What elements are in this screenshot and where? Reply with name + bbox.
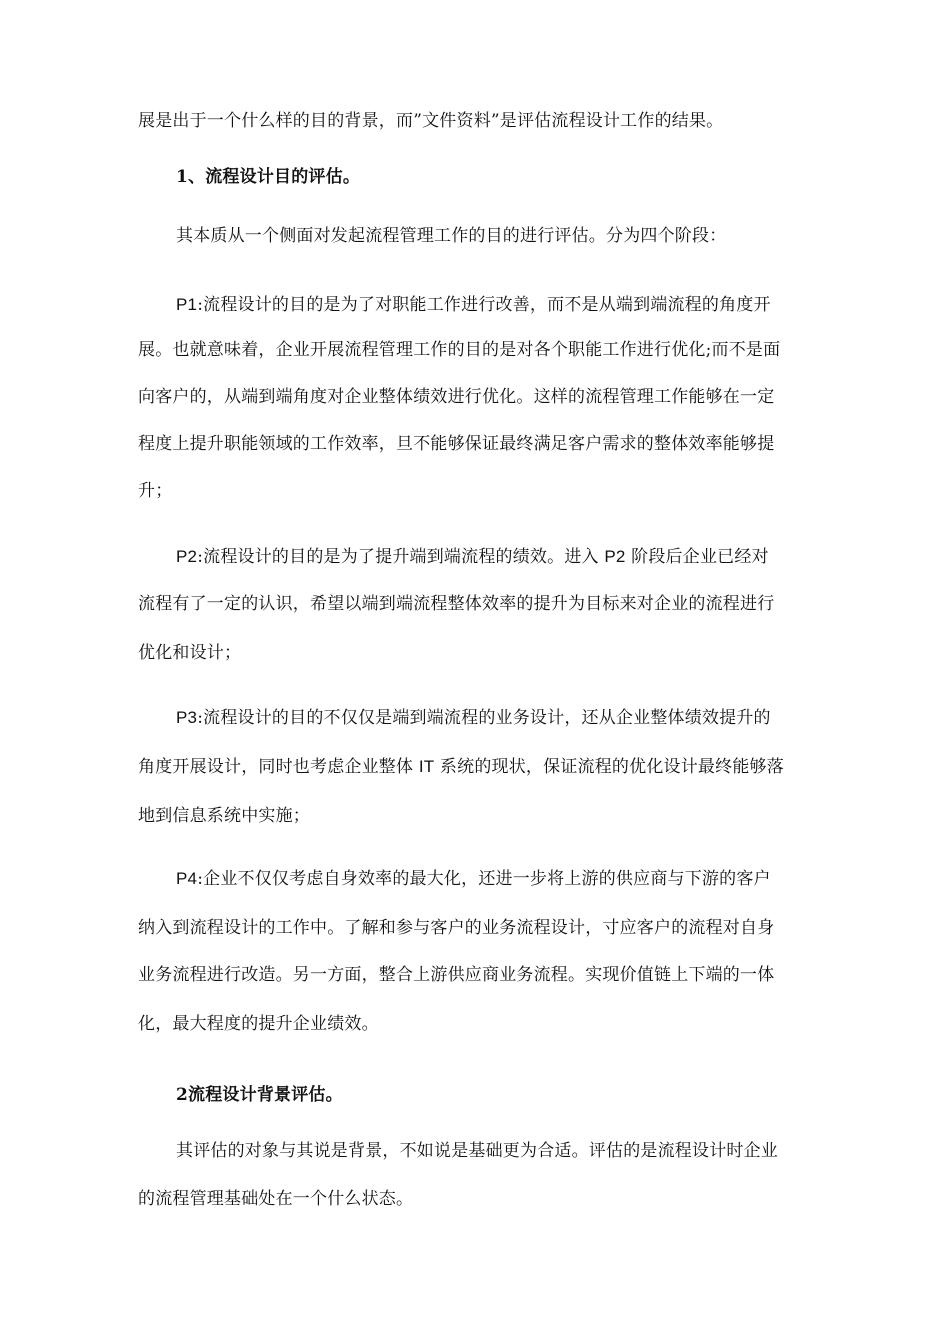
p3-inline-code: IT: [418, 757, 435, 776]
p1-line-5: 升；: [138, 481, 173, 501]
p2-line-3: 优化和设计；: [138, 643, 242, 663]
section2-line-1: 其评估的对象与其说是背景，不如说是基础更为合适。评估的是流程设计时企业: [176, 1141, 778, 1161]
p2-text-1a: :流程设计的目的是为了提升端到端流程的绩效。进入: [197, 547, 605, 567]
p3-line-1: [176, 703, 771, 728]
p3-text-2a: 角度开展设计，同时也考虑企业整体: [138, 757, 419, 777]
p1-line-1: [176, 290, 771, 315]
p3-label: P3: [176, 708, 198, 727]
p4-line-4: 化，最大程度的提升企业绩效。: [138, 1014, 379, 1034]
p3-text-1: :流程设计的目的不仅仅是端到端流程的业务设计，还从企业整体绩效提升的: [197, 708, 771, 728]
p2-line-1: [176, 542, 769, 567]
p2-text-1b: 阶段后企业已经对: [625, 547, 769, 567]
p2-label: P2: [176, 547, 198, 566]
section2-line-2: 的流程管理基础处在一个什么状态。: [138, 1189, 414, 1209]
section1-intro: 其本质从一个侧面对发起流程管理工作的目的进行评估。分为四个阶段：: [176, 226, 727, 246]
p1-text-1: :流程设计的目的是为了对职能工作进行改善，而不是从端到端流程的角度开: [197, 295, 771, 315]
intro-line: 展是出于一个什么样的目的背景，而”文件资料”是评估流程设计工作的结果。: [138, 111, 724, 131]
p3-line-3: 地到信息系统中实施；: [138, 806, 310, 826]
p4-line-2: 纳入到流程设计的工作中。了解和参与客户的业务流程设计，寸应客户的流程对自身: [138, 918, 775, 938]
p3-line-2: [138, 752, 784, 777]
section1-heading: 1、流程设计目的评估。: [176, 167, 361, 187]
section2-heading: 2流程设计背景评估。: [176, 1085, 343, 1105]
p2-line-2: 流程有了一定的认识，希望以端到端流程整体效率的提升为目标来对企业的流程进行: [138, 594, 775, 614]
p1-line-4: 程度上提升职能领域的工作效率，旦不能够保证最终满足客户需求的整体效率能够提: [138, 434, 775, 454]
p2-inline-code: P2: [604, 547, 626, 566]
p4-label: P4: [176, 869, 198, 888]
p4-text-1: :企业不仅仅考虑自身效率的最大化，还进一步将上游的供应商与下游的客户: [197, 869, 771, 889]
p4-line-3: 业务流程进行改造。另一方面，整合上游供应商业务流程。实现价值链上下端的一体: [138, 965, 775, 985]
p3-text-2b: 系统的现状，保证流程的优化设计最终能够落: [434, 757, 784, 777]
p4-line-1: [176, 864, 771, 889]
p1-line-2: 展。也就意味着，企业开展流程管理工作的目的是对各个职能工作进行优化;而不是面: [138, 340, 781, 360]
p1-label: P1: [176, 295, 198, 314]
p1-line-3: 向客户的，从端到端角度对企业整体绩效进行优化。这样的流程管理工作能够在一定: [138, 387, 775, 407]
